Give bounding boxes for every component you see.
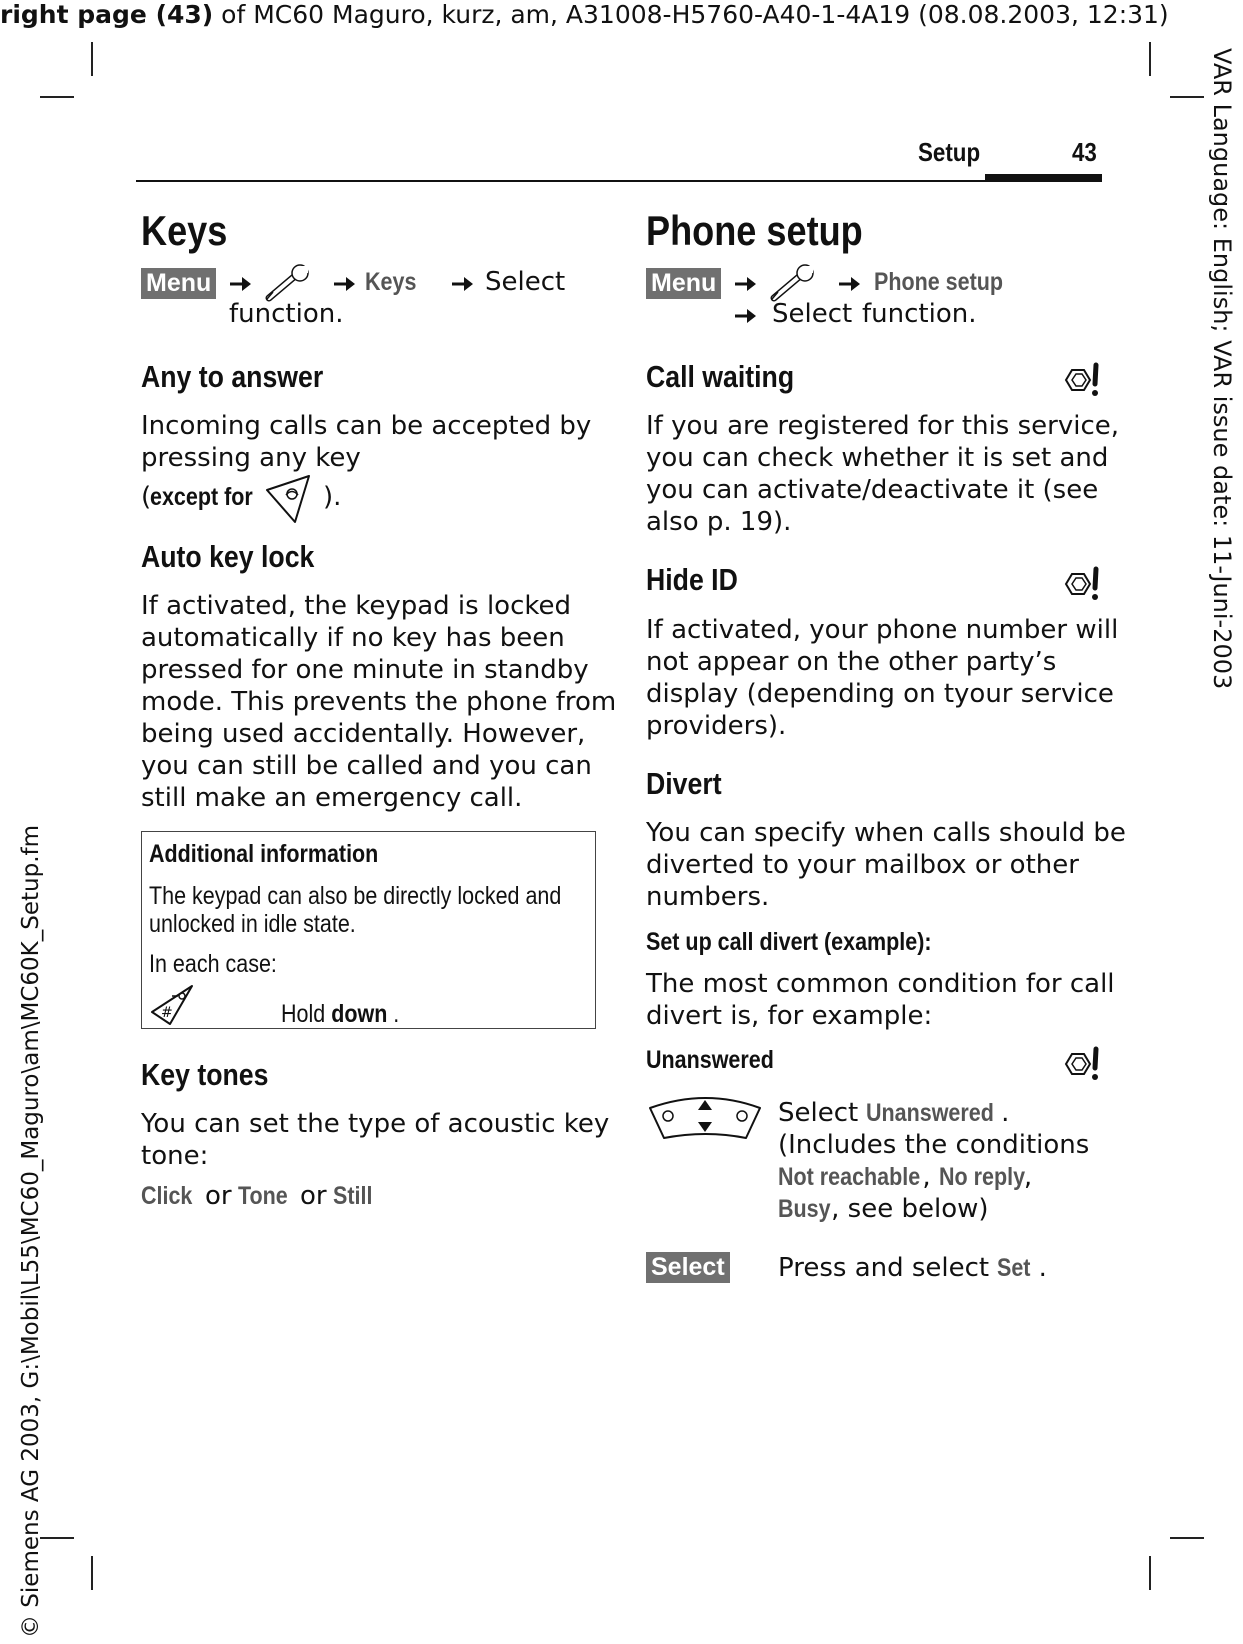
text-line: numbers.	[646, 882, 770, 912]
crop-mark	[40, 96, 74, 98]
nav-function-text: function.	[229, 299, 344, 329]
text-line: (Includes the conditions	[778, 1130, 1090, 1160]
press-text: Press and select	[778, 1253, 990, 1283]
call-waiting-text	[646, 410, 1119, 538]
text-line: If activated, your phone number will	[646, 615, 1119, 645]
except-for-line	[141, 478, 401, 528]
text-line: unlocked in idle state.	[149, 910, 356, 938]
header-rule	[136, 180, 1102, 182]
crop-mark	[1149, 1556, 1151, 1590]
nav-keys-item: Keys	[365, 268, 417, 296]
except-for-label: except for	[150, 483, 253, 511]
text-line: you can check whether it is set and	[646, 443, 1109, 473]
any-to-answer-text	[141, 410, 591, 474]
call-waiting-title: Call waiting	[646, 359, 795, 394]
text-line: The keypad can also be directly locked and	[149, 882, 562, 910]
arrow-icon	[734, 274, 758, 294]
period: .	[393, 1000, 400, 1028]
info-box-body	[149, 882, 588, 938]
text-line: not appear on the other party’s	[646, 647, 1057, 677]
side-text-right: VAR Language: English; VAR issue date: 11-Juni-2003	[1208, 48, 1236, 690]
text-line: automatically if no key has been	[141, 623, 565, 653]
navigation-key-icon	[646, 1092, 764, 1144]
select-text: Select	[778, 1098, 859, 1128]
end-call-key-icon	[265, 472, 313, 528]
arrow-icon	[451, 274, 475, 294]
arrow-icon	[838, 274, 862, 294]
text-line: display (depending on tyour service	[646, 679, 1114, 709]
hide-id-title: Hide ID	[646, 562, 738, 597]
menu-key: Menu	[646, 268, 721, 299]
text-line: being used accidentally. However,	[141, 719, 586, 749]
paren-close: ).	[323, 482, 342, 512]
text-line: also p. 19).	[646, 507, 792, 537]
divert-example-label: Set up call divert (example):	[646, 928, 932, 956]
running-header-section: Setup	[918, 137, 981, 167]
hide-id-text	[646, 614, 1118, 742]
text-line: The most common condition for call	[646, 969, 1115, 999]
keys-title: Keys	[141, 207, 228, 254]
or-text: or	[300, 1181, 327, 1211]
wrench-settings-icon	[265, 264, 313, 304]
auto-key-lock-title: Auto key lock	[141, 539, 315, 574]
text-line: pressed for one minute in standby	[141, 655, 589, 685]
condition-busy: Busy	[778, 1195, 831, 1223]
text-line: Incoming calls can be accepted by	[141, 411, 592, 441]
key-tones-title: Key tones	[141, 1057, 269, 1092]
text-line: tone:	[141, 1141, 209, 1171]
text-line: If you are registered for this service,	[646, 411, 1120, 441]
wrench-settings-icon	[770, 264, 818, 304]
print-header-rest: of MC60 Maguro, kurz, am, A31008-H5760-A40-1-4A19 (08.08.2003, 12:31)	[213, 0, 1169, 29]
page-number: 43	[1072, 137, 1097, 167]
comma: ,	[922, 1162, 931, 1192]
nav-function-text: function.	[862, 299, 977, 329]
network-service-icon	[1060, 566, 1102, 602]
text-line: divert is, for example:	[646, 1001, 933, 1031]
text-line: you can activate/deactivate it (see	[646, 475, 1099, 505]
period: .	[1001, 1098, 1010, 1128]
text-line: If activated, the keypad is locked	[141, 591, 572, 621]
info-box-title: Additional information	[149, 840, 379, 868]
text-line: mode. This prevents the phone from	[141, 687, 617, 717]
info-box-case: In each case:	[149, 950, 277, 978]
key-tones-text	[141, 1108, 609, 1172]
crop-mark	[40, 1537, 74, 1539]
phone-setup-nav	[646, 268, 1096, 338]
text-line: providers).	[646, 711, 787, 741]
nav-select-text: Select	[772, 299, 853, 329]
print-header-bold: right page (43)	[0, 0, 214, 29]
crop-mark	[1170, 96, 1204, 98]
condition-no-reply: No reply	[938, 1163, 1025, 1191]
divert-text	[646, 817, 1126, 913]
any-to-answer-title: Any to answer	[141, 359, 324, 394]
crop-mark	[91, 1556, 93, 1590]
arrow-icon	[734, 306, 758, 326]
step-select-unanswered	[778, 1097, 1089, 1225]
hash-key-icon	[148, 982, 204, 1026]
divert-title: Divert	[646, 766, 722, 801]
text-line: pressing any key	[141, 443, 361, 473]
info-box-hold	[281, 1000, 399, 1029]
text-line: You can set the type of acoustic key	[141, 1109, 610, 1139]
text-line: you can still be called and you can	[141, 751, 592, 781]
text-line: You can specify when calls should be	[646, 818, 1126, 848]
phone-setup-title: Phone setup	[646, 207, 863, 254]
down-text: down	[331, 1000, 388, 1028]
arrow-icon	[229, 274, 253, 294]
paren-open: (	[141, 482, 152, 512]
unanswered-option: Unanswered	[866, 1099, 995, 1127]
network-service-icon	[1060, 362, 1102, 398]
nav-select-text: Select	[485, 267, 566, 297]
svg-text:#: #	[161, 1005, 173, 1021]
divert-example-text	[646, 968, 1115, 1032]
option-tone: Tone	[238, 1182, 288, 1210]
side-text-left: © Siemens AG 2003, G:\Mobil\L55\MC60_Maguro\am\MC60K_Setup.fm	[18, 824, 44, 1638]
nav-phone-setup-item: Phone setup	[874, 268, 1004, 296]
step-press-select-set	[778, 1252, 1047, 1284]
additional-info-box	[141, 831, 596, 1029]
text-line: diverted to your mailbox or other	[646, 850, 1079, 880]
crop-mark	[1149, 42, 1151, 76]
set-option: Set	[997, 1254, 1031, 1282]
option-still: Still	[333, 1182, 373, 1210]
text-line: still make an emergency call.	[141, 783, 523, 813]
condition-not-reachable: Not reachable	[778, 1163, 921, 1191]
or-text: or	[205, 1181, 232, 1211]
select-softkey: Select	[646, 1252, 730, 1283]
crop-mark	[1170, 1537, 1204, 1539]
menu-key: Menu	[141, 268, 216, 299]
crop-mark	[91, 42, 93, 76]
period: .	[1038, 1253, 1047, 1283]
arrow-icon	[333, 274, 357, 294]
print-header	[0, 0, 1169, 29]
network-service-icon	[1060, 1046, 1102, 1082]
auto-key-lock-text	[141, 590, 616, 814]
option-click: Click	[141, 1182, 193, 1210]
unanswered-label: Unanswered	[646, 1046, 774, 1074]
hold-text: Hold	[281, 1000, 326, 1028]
text-line: , see below)	[831, 1194, 989, 1224]
comma: ,	[1023, 1162, 1033, 1192]
keys-nav	[141, 268, 591, 338]
